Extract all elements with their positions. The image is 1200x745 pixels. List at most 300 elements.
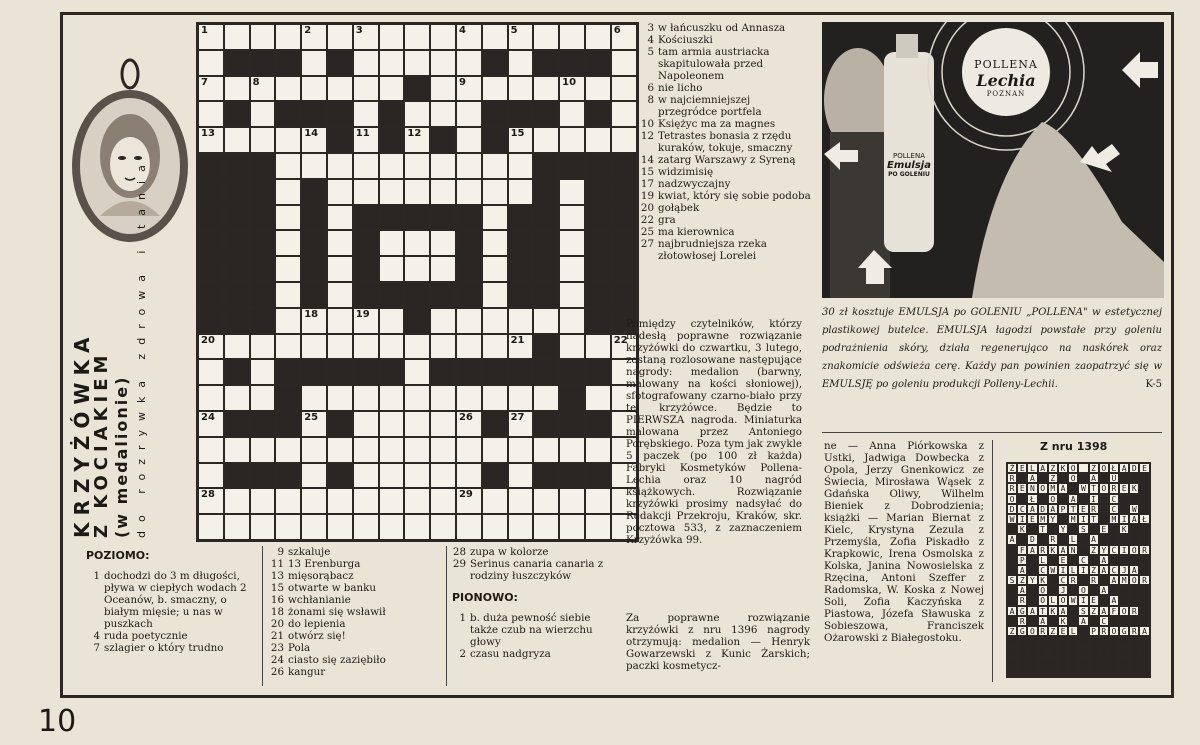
crossword-block: [224, 230, 250, 256]
crossword-cell: [301, 411, 327, 437]
crossword-block: [301, 359, 327, 385]
solution-letter: C: [1099, 616, 1109, 626]
solution-letter: I: [1058, 565, 1068, 575]
crossword-cell: [198, 411, 224, 437]
solution-letter: C: [1109, 504, 1119, 514]
solution-letter: O: [1119, 606, 1129, 616]
crossword-cell: [559, 488, 585, 514]
solution-letter: M: [1068, 514, 1078, 524]
solution-letter: A: [1099, 606, 1109, 616]
clue-item: [270, 666, 442, 678]
crossword-cell: [327, 256, 353, 282]
solution-block: [1078, 534, 1088, 544]
crossword-cell: [327, 514, 353, 540]
cell-number: 12: [407, 128, 422, 140]
solution-letter: I: [1078, 565, 1088, 575]
solution-block: [1058, 514, 1068, 524]
solution-block: [1099, 636, 1109, 646]
crossword-cell: [533, 514, 559, 540]
cell-number: 4: [458, 25, 466, 36]
clue-text: widzimisię: [658, 166, 714, 178]
clue-item: [640, 190, 812, 202]
crossword-block: [224, 359, 250, 385]
crossword-cell: [250, 334, 276, 360]
solution-letter: A: [1048, 504, 1058, 514]
solution-block: [1027, 616, 1037, 626]
cell-number: 6: [613, 25, 621, 36]
crossword-cell: [353, 385, 379, 411]
clue-item: [270, 594, 442, 606]
crossword-cell: [250, 76, 276, 102]
pionowo-heading: PIONOWO:: [452, 591, 518, 604]
crossword-block: [327, 463, 353, 489]
column-divider: [446, 546, 447, 686]
solution-block: [1007, 555, 1017, 565]
cell-number: 27: [510, 411, 525, 423]
crossword-cell: [482, 24, 508, 50]
clue-text: zupa w kolorze: [470, 546, 549, 558]
solution-letter: Z: [1089, 545, 1099, 555]
crossword-cell: [353, 437, 379, 463]
clue-number: 20: [640, 202, 654, 214]
solution-letter: Y: [1099, 545, 1109, 555]
solution-block: [1089, 555, 1099, 565]
clue-number: 9: [277, 546, 284, 558]
clue-item: [452, 648, 616, 660]
solution-block: [1099, 473, 1109, 483]
crossword-cell: [404, 24, 430, 50]
solution-letter: A: [1038, 463, 1048, 473]
crossword-cell: [585, 334, 611, 360]
clue-item: [640, 130, 812, 154]
crossword-cell: [404, 385, 430, 411]
clue-text: mięsorąbacz: [288, 570, 354, 582]
solution-block: [1099, 646, 1109, 656]
crossword-block: [327, 50, 353, 76]
crossword-cell: [327, 153, 353, 179]
solution-block: [1007, 524, 1017, 534]
ad-caption: [822, 304, 1162, 394]
crossword-cell: [508, 76, 534, 102]
solution-letter: I: [1119, 514, 1129, 524]
crossword-cell: [404, 179, 430, 205]
crossword-cell: [250, 514, 276, 540]
crossword-block: [327, 101, 353, 127]
crossword-cell: [508, 24, 534, 50]
column-divider: [992, 440, 993, 682]
solution-block: [1119, 646, 1129, 656]
solution-letter: A: [1017, 585, 1027, 595]
crossword-cell: [559, 514, 585, 540]
solution-letter: A: [1027, 504, 1037, 514]
crossword-cell: [430, 463, 456, 489]
solution-letter: R: [1139, 575, 1149, 585]
solution-letter: S: [1078, 524, 1088, 534]
crossword-cell: [224, 385, 250, 411]
cell-number: 25: [304, 411, 319, 423]
crossword-cell: [456, 411, 482, 437]
solution-block: [1139, 494, 1149, 504]
crossword-cell: [379, 437, 405, 463]
ad-code: K-5: [1145, 379, 1162, 390]
solution-block: [1129, 657, 1139, 667]
crossword-cell: [379, 256, 405, 282]
solution-letter: R: [1139, 545, 1149, 555]
bottle-product: Emulsja: [887, 160, 931, 171]
crossword-grid: [196, 22, 639, 542]
solution-block: [1139, 646, 1149, 656]
crossword-block: [198, 179, 224, 205]
solution-letter: A: [1109, 595, 1119, 605]
solution-block: [1099, 504, 1109, 514]
crossword-cell: [533, 76, 559, 102]
solution-block: [1099, 575, 1109, 585]
crossword-cell: [198, 334, 224, 360]
solution-letter: T: [1038, 606, 1048, 616]
bottle-brand: POLLENA: [893, 152, 925, 160]
clue-item: [270, 582, 442, 594]
crossword-cell: [327, 230, 353, 256]
solution-letter: Z: [1089, 565, 1099, 575]
poziomo-heading: POZIOMO:: [86, 549, 150, 562]
crossword-block: [379, 101, 405, 127]
crossword-cell: [456, 127, 482, 153]
solution-letter: C: [1017, 504, 1027, 514]
clue-item: [452, 558, 616, 582]
solution-letter: A: [1109, 575, 1119, 585]
crossword-cell: [508, 463, 534, 489]
crossword-cell: [404, 153, 430, 179]
solution-letter: N: [1027, 483, 1037, 493]
solution-block: [1109, 524, 1119, 534]
solution-block: [1109, 636, 1119, 646]
crossword-block: [611, 256, 637, 282]
solution-block: [1078, 657, 1088, 667]
cell-number: 14: [304, 128, 319, 140]
solution-block: [1048, 616, 1058, 626]
crossword-cell: [379, 385, 405, 411]
prize-announcement: Pomiędzy czytelników, którzy nadesłą poprawne rozwiązanie krzyżówki do czwartku, 3 lutego, zostaną rozlosowane następujące nagrody: medalion (barwny, malowany na kości słoniowej), sfotografowany czarno-biało przy tej krzyżówce. Będzie to PIERWSZA nagroda. Miniaturka malowana przez Antoniego Porębskiego. Poza tym jak zwykle 5 paczek (po 100 zł każda) Fabryki Kosmetyków Pollena-Lechia oraz 10 nagród książkowych. Rozwiązanie krzyżówki prosimy nadsyłać do Redakcji Przekroju, Kraków, skr. pocztowa 533, z zaznaczeniem Krzyżówka 99.: [626, 318, 802, 546]
clue-item: [270, 558, 442, 570]
crossword-block: [404, 308, 430, 334]
crossword-block: [250, 282, 276, 308]
clue-item: [270, 618, 442, 630]
solution-letter: E: [1058, 555, 1068, 565]
solution-block: [1139, 565, 1149, 575]
crossword-cell: [482, 205, 508, 231]
solution-letter: D: [1038, 504, 1048, 514]
crossword-cell: [301, 385, 327, 411]
clue-number: 8: [647, 94, 654, 106]
crossword-cell: [275, 230, 301, 256]
solution-letter: I: [1119, 545, 1129, 555]
crossword-block: [224, 282, 250, 308]
solution-letter: O: [1109, 626, 1119, 636]
clue-text: tam armia austriacka skapitulowała przed Napoleonem: [658, 46, 770, 82]
crossword-cell: [275, 437, 301, 463]
crossword-cell: [585, 437, 611, 463]
solution-block: [1089, 657, 1099, 667]
solution-letter: S: [1078, 606, 1088, 616]
clue-text: dochodzi do 3 m długości, pływa w ciepłych wodach 2 Oceanów, b. smaczny, o białym mięsie; u nas w puszkach: [104, 570, 247, 630]
crossword-block: [482, 101, 508, 127]
solution-letter: Z: [1017, 575, 1027, 585]
solution-letter: E: [1027, 514, 1037, 524]
poziomo-column-1: [86, 550, 256, 654]
crossword-cell: [379, 179, 405, 205]
crossword-cell: [379, 411, 405, 437]
solution-letter: E: [1017, 483, 1027, 493]
crossword-cell: [611, 127, 637, 153]
crossword-block: [301, 205, 327, 231]
solution-block: [1038, 667, 1048, 677]
solution-letter: W: [1129, 504, 1139, 514]
solution-block: [1089, 524, 1099, 534]
crossword-cell: [353, 179, 379, 205]
crossword-cell: [430, 488, 456, 514]
crossword-cell: [456, 101, 482, 127]
crossword-block: [198, 230, 224, 256]
ad-brand-top: POLLENA: [974, 58, 1038, 71]
solution-block: [1038, 494, 1048, 504]
crossword-cell: [275, 256, 301, 282]
crossword-block: [430, 127, 456, 153]
crossword-cell: [379, 334, 405, 360]
cell-number: 1: [201, 25, 208, 36]
clue-text: Kościuszki: [658, 34, 713, 46]
crossword-cell: [198, 463, 224, 489]
solution-block: [1038, 636, 1048, 646]
clue-text: otwarte w banku: [288, 582, 377, 594]
clue-item: [640, 178, 812, 190]
clue-number: 3: [647, 22, 654, 34]
clue-text: wchłanianie: [288, 594, 351, 606]
solution-block: [1048, 657, 1058, 667]
crossword-title: [72, 156, 152, 538]
clue-number: 5: [647, 46, 654, 58]
clue-number: 21: [270, 630, 284, 642]
crossword-cell: [430, 514, 456, 540]
solution-block: [1007, 585, 1017, 595]
title-line-3: (w medalionie): [112, 375, 131, 538]
solution-letter: R: [1129, 626, 1139, 636]
solution-letter: L: [1068, 565, 1078, 575]
solution-letter: R: [1017, 616, 1027, 626]
crossword-block: [198, 282, 224, 308]
crossword-cell: [250, 488, 276, 514]
cell-number: 7: [201, 76, 208, 88]
solution-letter: C: [1038, 565, 1048, 575]
crossword-cell: [224, 514, 250, 540]
crossword-block: [198, 308, 224, 334]
crossword-block: [482, 50, 508, 76]
crossword-block: [533, 463, 559, 489]
crossword-cell: [533, 127, 559, 153]
crossword-cell: [559, 24, 585, 50]
solution-letter: O: [1038, 595, 1048, 605]
solution-block: [1068, 636, 1078, 646]
ad-caption-text: 30 zł kosztuje EMULSJA po GOLENIU „POLLENA" w estetycznej plastikowej butelce. EMULSJA łagodzi powstałe przy goleniu podrażnienia skóry, działa regenerująco na naskórek oraz znakomicie odświeża cerę. Każdy pan powinien zaopatrzyć się w EMULSJĘ po goleniu produkcji Polleny-Lechii.: [822, 307, 1162, 390]
solution-letter: C: [1109, 565, 1119, 575]
crossword-cell: [430, 385, 456, 411]
solution-block: [1099, 514, 1109, 524]
cell-number: 22: [613, 334, 628, 346]
crossword-cell: [508, 437, 534, 463]
solution-letter: L: [1068, 534, 1078, 544]
crossword-block: [611, 205, 637, 231]
crossword-cell: [353, 24, 379, 50]
clue-item: [640, 82, 812, 94]
clue-item: [640, 118, 812, 130]
cell-number: 24: [201, 411, 215, 423]
crossword-block: [482, 359, 508, 385]
crossword-cell: [198, 437, 224, 463]
solution-block: [1068, 483, 1078, 493]
crossword-block: [585, 256, 611, 282]
crossword-cell: [559, 230, 585, 256]
crossword-cell: [482, 153, 508, 179]
crossword-cell: [611, 76, 637, 102]
solution-letter: A: [1089, 534, 1099, 544]
crossword-cell: [430, 153, 456, 179]
solution-block: [1068, 616, 1078, 626]
crossword-cell: [353, 308, 379, 334]
crossword-block: [533, 359, 559, 385]
crossword-block: [456, 205, 482, 231]
solution-letter: E: [1089, 595, 1099, 605]
crossword-cell: [224, 437, 250, 463]
crossword-block: [585, 179, 611, 205]
title-line-4: do rozrywka zdrowa i tania: [135, 156, 148, 538]
solution-letter: R: [1007, 483, 1017, 493]
solution-letter: O: [1068, 473, 1078, 483]
clue-item: [640, 154, 812, 166]
column-divider: [262, 546, 263, 686]
solution-letter: Ł: [1109, 463, 1119, 473]
crossword-block: [275, 101, 301, 127]
solution-block: [1129, 646, 1139, 656]
crossword-block: [508, 101, 534, 127]
crossword-block: [224, 153, 250, 179]
crossword-block: [224, 411, 250, 437]
solution-block: [1119, 585, 1129, 595]
crossword-block: [301, 230, 327, 256]
crossword-cell: [611, 24, 637, 50]
solution-block: [1007, 667, 1017, 677]
crossword-cell: [482, 282, 508, 308]
solution-letter: O: [1048, 494, 1058, 504]
clue-number: 14: [640, 154, 654, 166]
clue-number: 22: [640, 214, 654, 226]
solution-letter: O: [1129, 575, 1139, 585]
crossword-cell: [430, 437, 456, 463]
clue-item: [270, 546, 442, 558]
crossword-block: [301, 101, 327, 127]
clue-number: 25: [640, 226, 654, 238]
crossword-block: [585, 411, 611, 437]
crossword-block: [379, 282, 405, 308]
crossword-cell: [301, 127, 327, 153]
crossword-block: [379, 359, 405, 385]
solution-letter: Ł: [1027, 494, 1037, 504]
solution-letter: R: [1038, 626, 1048, 636]
crossword-cell: [275, 488, 301, 514]
cell-number: 8: [252, 76, 260, 88]
solution-letter: K: [1017, 524, 1027, 534]
crossword-cell: [508, 308, 534, 334]
clue-text: kwiat, który się sobie podoba: [658, 190, 811, 202]
solution-block: [1038, 657, 1048, 667]
cell-number: 2: [304, 25, 312, 36]
crossword-cell: [250, 385, 276, 411]
crossword-cell: [430, 76, 456, 102]
clue-text: zatarg Warszawy z Syreną: [658, 154, 796, 166]
crossword-block: [611, 230, 637, 256]
solution-block: [1109, 667, 1119, 677]
title-line-2: Z KOCIAKIEM: [91, 350, 112, 538]
clue-text: Pola: [288, 642, 311, 654]
crossword-cell: [301, 153, 327, 179]
solution-letter: A: [1027, 473, 1037, 483]
solution-block: [1099, 667, 1109, 677]
solution-letter: J: [1058, 585, 1068, 595]
crossword-cell: [379, 308, 405, 334]
solution-block: [1109, 646, 1119, 656]
crossword-block: [250, 308, 276, 334]
solution-letter: Y: [1027, 575, 1037, 585]
crossword-cell: [353, 101, 379, 127]
crossword-cell: [301, 514, 327, 540]
solution-letter: A: [1139, 626, 1149, 636]
crossword-cell: [508, 411, 534, 437]
solution-block: [1119, 636, 1129, 646]
solution-block: [1027, 657, 1037, 667]
solution-block: [1129, 555, 1139, 565]
solution-block: [1058, 657, 1068, 667]
solution-letter: A: [1099, 555, 1109, 565]
crossword-cell: [508, 385, 534, 411]
crossword-cell: [275, 282, 301, 308]
solution-block: [1078, 473, 1088, 483]
solution-letter: F: [1017, 545, 1027, 555]
crossword-cell: [275, 127, 301, 153]
clue-number: 28: [452, 546, 466, 558]
crossword-block: [404, 205, 430, 231]
solution-block: [1109, 657, 1119, 667]
solution-letter: K: [1048, 606, 1058, 616]
solution-block: [1139, 657, 1149, 667]
solution-letter: A: [1089, 473, 1099, 483]
solution-letter: T: [1038, 524, 1048, 534]
clue-number: 17: [640, 178, 654, 190]
clue-number: 23: [270, 642, 284, 654]
solution-letter: T: [1089, 514, 1099, 524]
solution-block: [1058, 646, 1068, 656]
crossword-block: [198, 205, 224, 231]
crossword-cell: [327, 24, 353, 50]
crossword-block: [559, 411, 585, 437]
clue-text: szkaluje: [288, 546, 331, 558]
crossword-cell: [404, 411, 430, 437]
solution-block: [1007, 595, 1017, 605]
solution-block: [1017, 636, 1027, 646]
solution-block: [1089, 667, 1099, 677]
crossword-cell: [301, 308, 327, 334]
cell-number: 21: [510, 334, 525, 346]
solution-block: [1139, 595, 1149, 605]
solution-letter: A: [1068, 494, 1078, 504]
crossword-cell: [224, 24, 250, 50]
